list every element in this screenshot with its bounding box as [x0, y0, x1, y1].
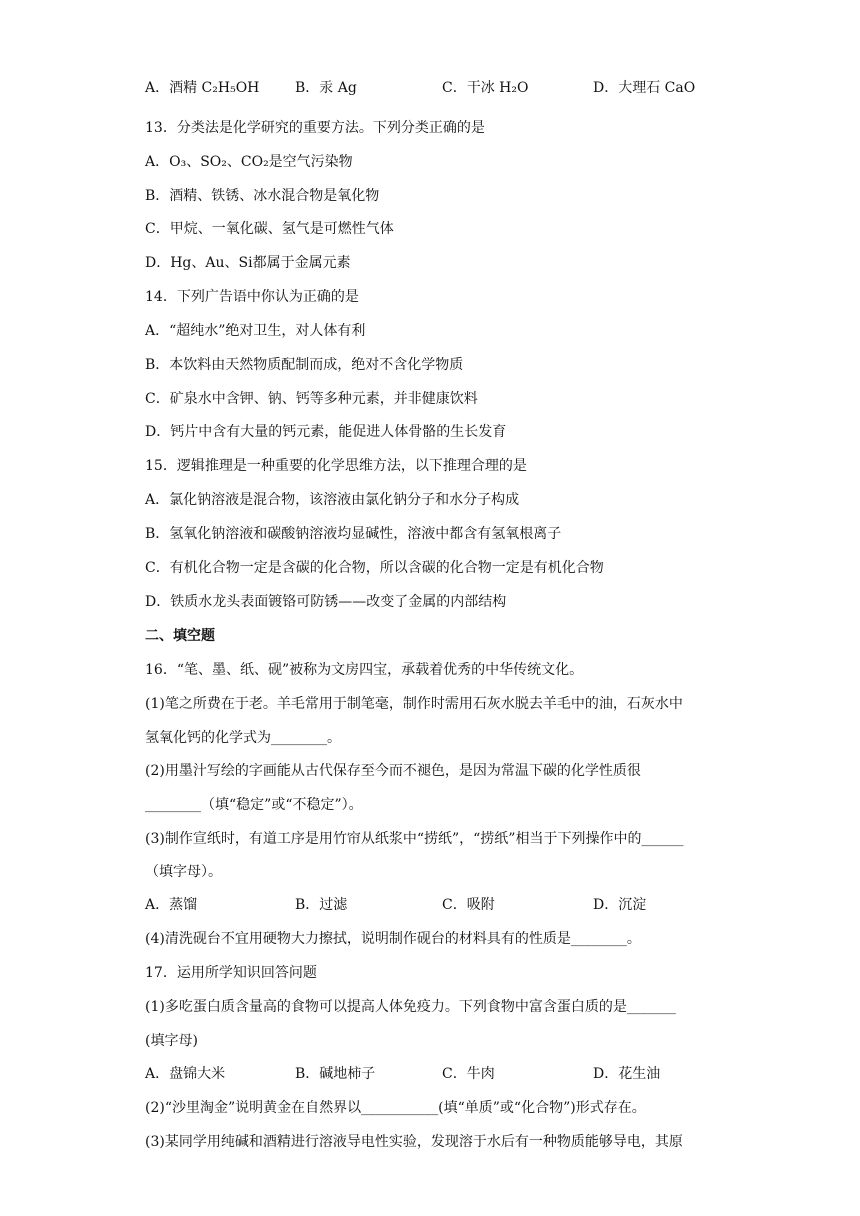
q17-option-a: A．盘锦大米: [145, 1066, 226, 1082]
q16-option-a: A．蒸馏: [145, 897, 198, 913]
q16-part1-line2: 氢氧化钙的化学式为________。: [145, 730, 341, 746]
q14-option-b: B．本饮料由天然物质配制而成，绝对不含化学物质: [145, 357, 464, 373]
q17-stem: 17．运用所学知识回答问题: [145, 965, 317, 981]
q16-option-c: C．吸附: [442, 897, 495, 913]
q12-option-c: C．干冰 H₂O: [442, 80, 529, 96]
q14-stem: 14．下列广告语中你认为正确的是: [145, 289, 359, 305]
q15-option-b: B．氢氧化钠溶液和碳酸钠溶液均显碱性，溶液中都含有氢氧根离子: [145, 526, 562, 542]
q13-option-b: B．酒精、铁锈、冰水混合物是氧化物: [145, 188, 380, 204]
q16-option-d: D．沉淀: [593, 897, 647, 913]
q15-option-a: A．氯化钠溶液是混合物，该溶液由氯化钠分子和水分子构成: [145, 492, 520, 508]
q16-part2-line2: ________（填“稳定”或“不稳定”）。: [145, 797, 363, 813]
q12-option-a: A．酒精 C₂H₅OH: [145, 80, 260, 96]
q17-option-d: D．花生油: [593, 1066, 661, 1082]
q14-option-c: C．矿泉水中含钾、钠、钙等多种元素，并非健康饮料: [145, 391, 478, 407]
q15-option-d: D．铁质水龙头表面镀铬可防锈——改变了金属的内部结构: [145, 594, 507, 610]
q12-options: [145, 78, 725, 98]
q17-part3-line1: (3)某同学用纯碱和酒精进行溶液导电性实验，发现溶于水后有一种物质能够导电，其原: [145, 1134, 683, 1150]
q17-option-c: C．牛肉: [442, 1066, 495, 1082]
q16-stem: 16．“笔、墨、纸、砚”被称为文房四宝，承载着优秀的中华传统文化。: [145, 662, 584, 678]
q15-option-c: C．有机化合物一定是含碳的化合物，所以含碳的化合物一定是有机化合物: [145, 560, 604, 576]
q14-option-a: A．“超纯水”绝对卫生，对人体有利: [145, 323, 366, 339]
q13-stem: 13．分类法是化学研究的重要方法。下列分类正确的是: [145, 120, 485, 136]
q17-part2: (2)“沙里淘金”说明黄金在自然界以___________(填“单质”或“化合物”)形式存在。: [145, 1100, 646, 1116]
q13-option-c: C．甲烷、一氧化碳、氢气是可燃性气体: [145, 221, 394, 237]
q12-option-d: D．大理石 CaO: [593, 80, 696, 96]
q17-part1-line1: (1)多吃蛋白质含量高的食物可以提高人体免疫力。下列食物中富含蛋白质的是_______: [145, 999, 676, 1015]
q16-part1-line1: (1)笔之所费在于老。羊毛常用于制笔毫，制作时需用石灰水脱去羊毛中的油，石灰水中: [145, 696, 683, 712]
section-title-fill-in: 二、填空题: [145, 628, 215, 644]
q13-option-d: D．Hg、Au、Si都属于金属元素: [145, 255, 351, 271]
q16-part3-options: [145, 895, 725, 915]
q12-option-b: B．汞 Ag: [295, 80, 357, 96]
q14-option-d: D．钙片中含有大量的钙元素，能促进人体骨骼的生长发育: [145, 424, 507, 440]
q17-part1-options: [145, 1064, 725, 1084]
q17-part1-line2: (填字母): [145, 1033, 198, 1049]
q16-part3-line2: （填字母）。: [145, 864, 222, 880]
q15-stem: 15．逻辑推理是一种重要的化学思维方法，以下推理合理的是: [145, 458, 527, 474]
q16-part4: (4)清洗砚台不宜用硬物大力擦拭，说明制作砚台的材料具有的性质是________。: [145, 931, 641, 947]
q16-option-b: B．过滤: [295, 897, 348, 913]
q17-option-b: B．碱地柿子: [295, 1066, 376, 1082]
q13-option-a: A．O₃、SO₂、CO₂是空气污染物: [145, 154, 353, 170]
q16-part2-line1: (2)用墨汁写绘的字画能从古代保存至今而不褪色，是因为常温下碳的化学性质很: [145, 763, 641, 779]
q16-part3-line1: (3)制作宣纸时，有道工序是用竹帘从纸浆中“捞纸”，“捞纸”相当于下列操作中的______: [145, 831, 684, 847]
